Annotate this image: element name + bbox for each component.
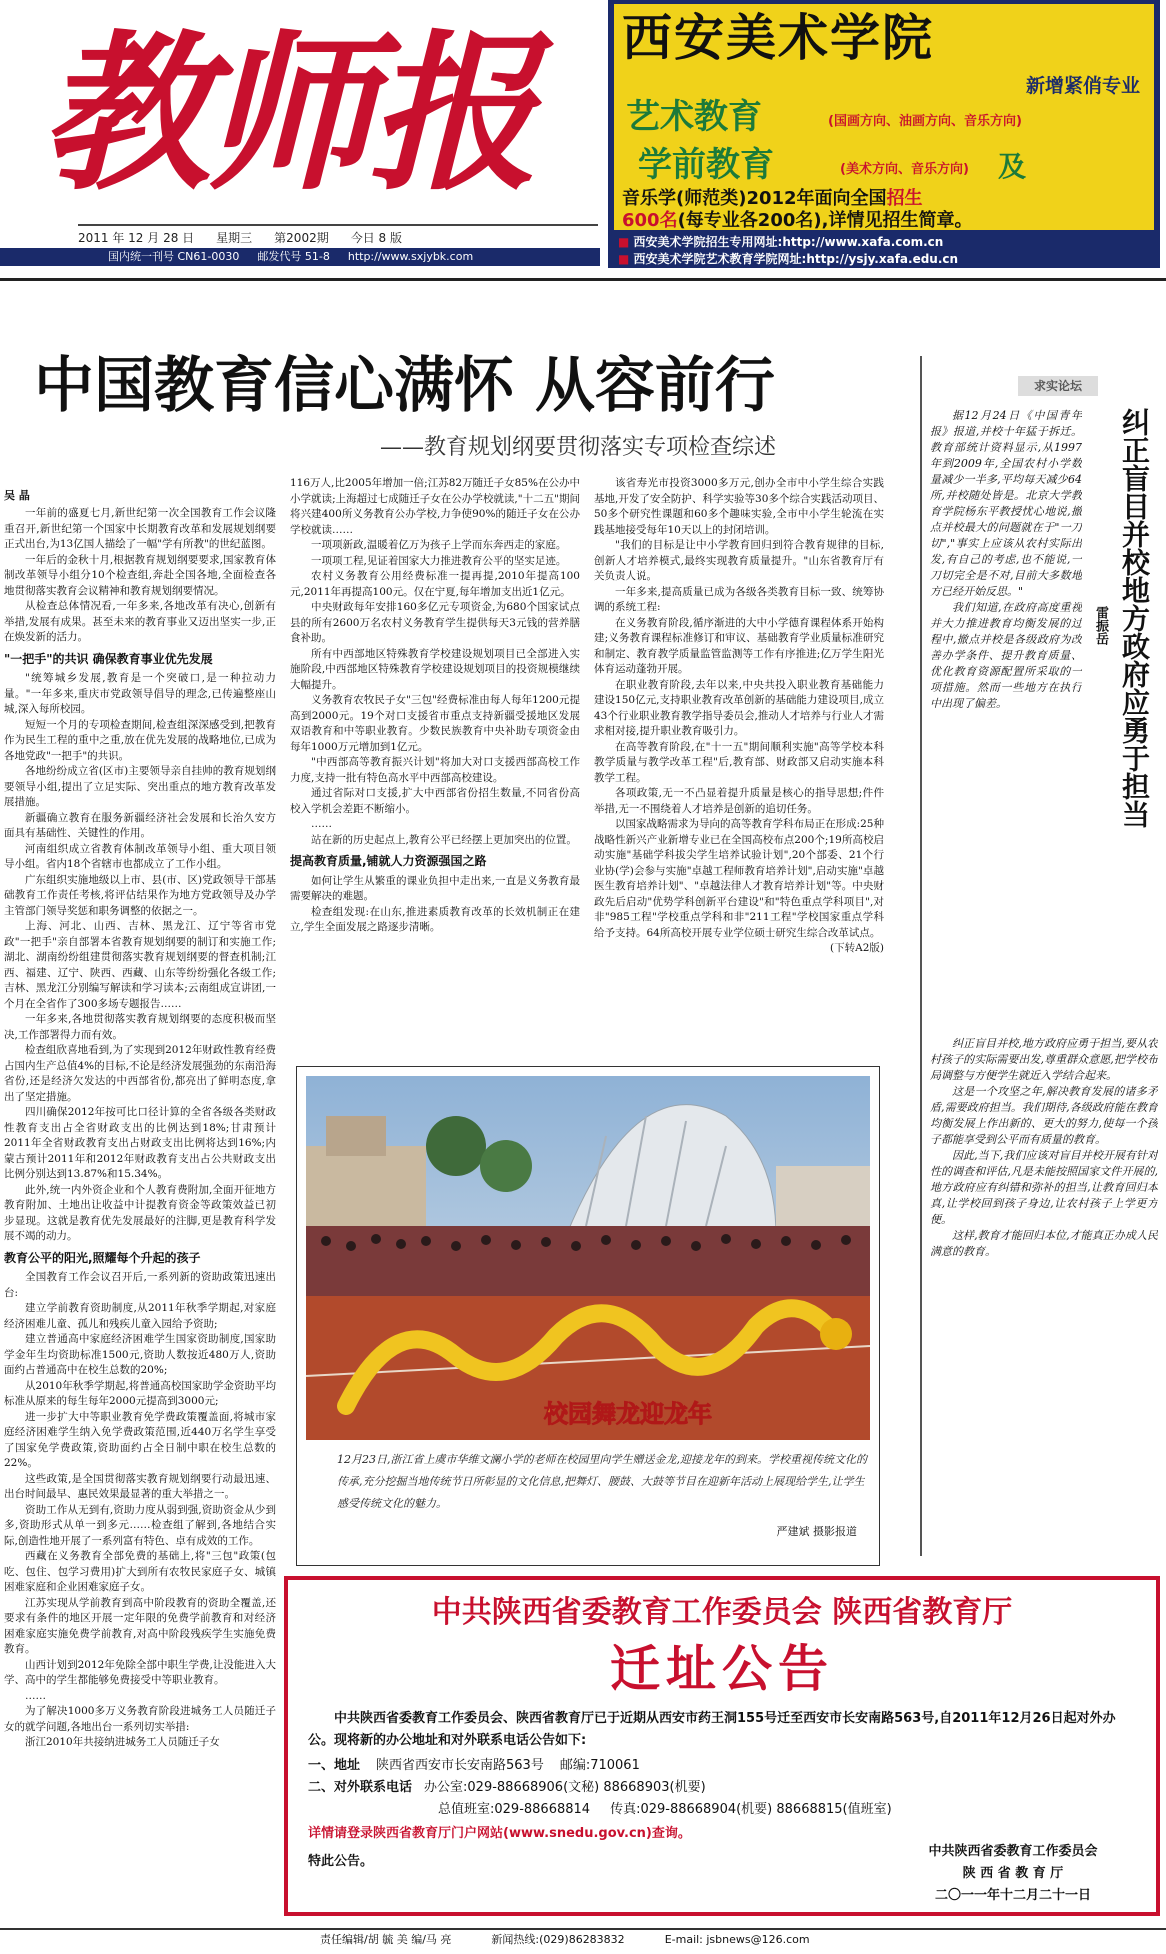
ad-new-major: 新增紧俏专业 [1025,75,1140,97]
col2-p11: 站在新的历史起点上,教育公平已经摆上更加突出的位置。 [311,833,577,846]
postal-code: 邮发代号 51-8 [257,250,330,263]
commentary-text [930,408,1082,1028]
col2-p12: 如何让学生从繁重的课业负担中走出来,一直是义务教育最需要解决的难题。 [290,874,580,902]
ad-site2-bullet: ■ [618,252,634,266]
col3-p6: 在高等教育阶段,在"十一五"期间顺利实施"高等学校本科教学质量与教学改革工程"后,教育部、财政部又启动实施本科教学工程。 [594,740,884,784]
col1-p5: 短短一个月的专项检查期间,检查组深深感受到,把教育作为民生工程的重中之重,放在优先发展的战略地位,已成为各地党政"一把手"的共识。 [4,718,276,762]
ad-pre-edu-dirs: (美术方向、音乐方向) [840,162,969,177]
article-author: 吴 晶 [4,489,30,502]
newspaper-title: 教师报 [40,14,533,214]
col2-p13: 检查组发现:在山东,推进素质教育改革的长效机制正在建立,学生全面发展之路逐步清晰。 [290,905,580,933]
footer-bar [0,1928,1166,1950]
notice-signature-1: 中共陕西省委教育工作委员会 [928,1844,1098,1859]
notice-phone [308,1778,1068,1798]
col1-p24: 山西计划到2012年免除全部中职生学费,让没能进入大学、高中的学生都能够免费接受中等职业教育。 [4,1658,276,1686]
col3-p4: 在义务教育阶段,循序渐进的大中小学德育课程体系开始构建;义务教育课程标准修订和审议、基础教育学业质量标准研究和制定、教育教学质量监管监测等工作有序推进;亿万学生阳光体育运动蓬勃开展。 [594,616,884,675]
col1-p4: "统筹城乡发展,教育是一个突破口,是一种拉动力量。"一年多来,重庆市党政领导倡导的理念,已传遍整座山城,深入每所校园。 [4,672,276,715]
ad-site1-url[interactable]: http://www.xafa.com.cn [782,235,944,249]
col1-p13: 四川确保2012年按可比口径计算的全省各级各类财政性教育支出占全省财政支出的比例达到18%;甘肃预计2011年全省财政教育支出占财政支出比例将达到16%;内蒙古预计2011年和2012年财政教育支出占公共财政支出比例分别达到13.87%和15.34%。 [4,1106,276,1180]
notice-signature-2: 陕 西 省 教 育 厅 [962,1866,1064,1881]
notice-web[interactable]: 详情请登录陕西省教育厅门户网站(www.snedu.gov.cn)查询。 [308,1826,691,1841]
photo-credit: 严建斌 摄影报道 [776,1525,857,1538]
col1-p3: 从检查总体情况看,一年多来,各地改革有决心,创新有举措,发展有成果。甚至未来的教育事业又迈出坚实一步,正在焕发新的活力。 [4,600,276,643]
commentary-author: 雷振岳 [1093,606,1108,645]
col1-p18: 从2010年秋季学期起,将普通高校国家助学金资助平均标准从原来的每生每年2000元提高到3000元; [4,1379,276,1407]
col1-p12: 检查组欣喜地看到,为了实现到2012年财政性教育经费占国内生产总值4%的目标,不论是经济发展强劲的东南沿海省份,还是经济欠发达的中西部省份,都亮出了鲜明态度,拿出了坚定措施。 [4,1044,276,1103]
col2-p2: 一项项新政,温暖着亿万为孩子上学而东奔西走的家庭。 [311,539,567,551]
ad-line2-count: 600名 [622,210,678,231]
ad-site1-label: 西安美术学院招生专用网址: [633,235,783,249]
col3-p8: 以国家战略需求为导向的高等教育学科布局正在形成:25种战略性新兴产业新增专业已在全国高校布点200个;19所高校启动实施"基础学科拔尖学生培养试验计划",20个部委、21个行业协(学)会参与实施"卓越工程师教育培养计划",启动实施"卓越医生教育培养计划"、"卓越法律人才教育培养计划"等。中央财政先后启动"优势学科创新平台建设"和"特色重点学科项目",对非"985工程"学校重点学科和非"211工程"学校国家重点学科给予支持。64所高校开展专业学位硕士研究生综合改革试点。 [594,818,884,939]
col1-subhead-2: 教育公平的阳光,照耀每个升起的孩子 [4,1250,201,1265]
issue-bar [78,224,598,247]
article-column-2 [290,476,580,1056]
issue-number: 第2002期 [274,231,329,245]
article-column-1 [4,506,276,1890]
photo-box [296,1066,880,1566]
col1-p8: 河南组织成立省教育体制改革领导小组、重大项目领导小组。省内18个省辖市也都成立了工作小组。 [4,842,276,870]
ad-line1-enrol: 招生 [886,188,923,209]
col1-p7: 新疆确立教育在服务新疆经济社会发展和长治久安方面具有基础性、关键性的作用。 [4,811,276,839]
headline-sub: ——教育规划纲要贯彻落实专项检查综述 [380,435,777,460]
issue-pages: 今日 8 版 [350,231,402,245]
col1-p2: 一年后的金秋十月,根据教育规划纲要要求,国家教育体制改革领导小组分10个检查组,奔赴全国各地,全面检查各地贯彻落实教育会议精神和教育规划纲要情况。 [4,553,276,597]
col1-p26: 为了解决1000多万义务教育阶段进城务工人员随迁子女的就学问题,各地出台一系列切实举措: [4,1705,276,1733]
col1-p14: 此外,统一内外资企业和个人教育费附加,全面开征地方教育附加、土地出让收益中计提教育资金等政策效益已初步显现。这就是教育优先发展最好的注脚,更是教育科学发展不竭的动力。 [4,1183,276,1242]
notice-title: 迁址公告 [610,1639,834,1698]
notice-org: 中共陕西省委教育工作委员会 陕西省教育厅 [431,1595,1013,1630]
col1-p9: 广东组织实施地级以上市、县(市、区)党政领导干部基础教育工作责任考核,将评估结果作为地方党政领导及办学主管部门领导奖惩和职务调整的依据之一。 [4,873,276,917]
website-link[interactable]: http://www.sxjybk.com [347,250,474,263]
commentary-p6: 这样,教育才能回归本位,才能真正办成人民满意的教育。 [930,1229,1158,1258]
ad-line2-text: (每专业各200名),详情见招生简章。 [677,210,973,231]
commentary-text-lower [930,1036,1158,1546]
notice-address-value: 陕西省西安市长安南路563号 [376,1758,544,1773]
col1-p22: 西藏在义务教育全部免费的基础上,将"三包"政策(包吃、包住、包学习费用)扩大到所有农牧民家庭子女、城镇困难家庭和企业困难家庭子女。 [4,1550,276,1593]
col1-p21: 资助工作从无到有,资助力度从弱到强,资助资金从少到多,资助形式从单一到多元……检查组了解到,各地结合实际,创造性地开展了一系列富有特色、卓有成效的工作。 [4,1503,276,1547]
col1-p27: 浙江2010年共接纳进城务工人员随迁子女 [25,1736,220,1748]
notice-fax: 传真:029-88668904(机要) 88668815(值班室) [610,1802,892,1817]
notice-address-label: 一、地址 [308,1758,361,1773]
notice-duty-phone: 总值班室:029-88668814 [438,1802,591,1817]
col1-p25: …… [25,1689,46,1702]
notice-body: 中共陕西省委教育工作委员会、陕西省教育厅已于近期从西安市药王洞155号迁至西安市长安南路563号,自2011年12月26日起对外办公。现将新的办公地址和对外联系电话公告如下: [308,1711,1116,1748]
col1-p10: 上海、河北、山西、吉林、黑龙江、辽宁等省市党政"一把手"亲自部署本省教育规划纲要的制订和实施工作;湖北、湖南纷纷组建贯彻落实教育规划纲要的督查机制;江西、福建、辽宁、陕西、西藏、山东等纷纷强化各级工作;吉林、黑龙江分别编写解读和学习读本;云南组成宣讲团,一个月在全省作了300多场专题报告…… [4,920,276,1010]
col2-p10: …… [311,818,332,830]
issue-weekday: 星期三 [216,231,253,245]
ad-school-name: 西安美术学院 [622,9,934,67]
col2-subhead: 提高教育质量,铺就人力资源强国之路 [290,854,487,868]
continued-note[interactable]: (下转A2版) [830,942,884,954]
commentary-p5: 因此,当下,我们应该对盲目并校开展有针对性的调查和评估,凡是未能按照国家文件开展的,地方政府应有纠错和弥补的担当,让教育回归本真,让学校回到孩子身边,让农村孩子上学更方便。 [930,1149,1158,1226]
commentary-p2: 我们知道,在政府高度重视并大力推进教育均衡发展的过程中,撤点并校是各级政府为改善办学条件、提升教育质量、优化教育资源配置所采取的一项措施。然而一些地方在执行中出现了偏差。 [930,601,1082,710]
commentary-p1: 据12月24日《中国青年报》报道,并校十年猛于拆迁。教育部统计资料显示,从1997年到2009年,全国农村小学数量减少一半多,平均每天减少64所,并校随处皆是。北京大学教育学院杨东平教授忧心地说,撤点并校最大的问题就在于"一刀切","事实上应该从农村实际出发,有自己的考虑,也不能说,一刀切完全是不对,目前大多数地方已经开始反思。" [930,409,1082,598]
notice-phone-2 [438,1800,1138,1820]
footer-hotline: 新闻热线:(029)86283832 [491,1933,625,1946]
issue-date: 2011 年 12 月 28 日 [78,231,195,245]
ad-line1 [622,188,1152,210]
col1-p17: 建立普通高中家庭经济困难学生国家资助制度,国家助学金年生均资助标准1500元,资助人数按近480万人,资助面约占普通高中在校生总数的20%; [4,1333,276,1376]
dragon-dance-photo [306,1076,870,1440]
ad-art-edu-dirs: (国画方向、油画方向、音乐方向) [828,114,1022,129]
photo-overlay-title: 校园舞龙迎龙年 [544,1400,712,1428]
notice-office-phone: 办公室:029-88668906(文秘) 88668903(机要) [424,1780,706,1795]
relocation-notice [284,1576,1160,1916]
col1-p23: 江苏实现从学前教育到高中阶段教育的资助全覆盖,还要求有条件的地区开展一定年限的免费学前教育和对经济困难家庭实施免费学前教育,对高中阶段残疾学生实施免费教育。 [4,1596,276,1655]
ad-pre-edu: 学前教育 [638,145,774,185]
ad-art-edu: 艺术教育 [626,97,762,137]
col1-p20: 这些政策,是全国贯彻落实教育规划纲要行动最迅速、出台时间最早、惠民效果最显著的重大举措之一。 [4,1472,276,1500]
notice-date: 二〇一一年十二月二十一日 [934,1888,1091,1903]
col1-p6: 各地纷纷成立省(区市)主要领导亲自挂帅的教育规划纲要领导小组,提出了立足实际、突出重点的地方教育改革发展措施。 [4,765,276,808]
col1-p19: 进一步扩大中等职业教育免学费政策覆盖面,将城市家庭经济困难学生纳入免学费政策范围,近440万名学生享受了国家免学费政策,资助面约占全日制中职在校生总数的22%。 [4,1410,276,1469]
col2-p3: 一项项工程,见证着国家大力推进教育公平的坚实足迹。 [311,554,567,567]
col1-p15: 全国教育工作会议召开后,一系列新的资助政策迅速出台: [4,1271,276,1299]
masthead [0,0,600,270]
commentary-p3: 纠正盲目并校,地方政府应勇于担当,要从农村孩子的实际需要出发,尊重群众意愿,把学校布局调整与方便学生就近入学结合起来。 [930,1037,1158,1082]
ad-site2-label: 西安美术学院艺术教育学院网址: [633,252,807,266]
commentary-box [920,356,1162,1556]
col3-p1: 该省寿光市投资3000多万元,创办全市中小学生综合实践基地,开发了安全防护、科学实验等30多个综合实践活动项目、50多个研究性课题和60多个趣味实验,全市中小学生轮流在实践基地接受每年10天以上的封闭培训。 [594,477,884,536]
ad-line2 [622,210,1152,232]
cn-number: 国内统一刊号 CN61-0030 [108,250,240,263]
article-column-3 [594,476,884,1056]
masthead-divider [0,278,1166,281]
col2-p6: 所有中西部地区特殊教育学校建设规划项目已全部进入实施阶段,中西部地区特殊教育学校建设规划项目的投资规模继续大幅提升。 [290,647,580,691]
headline-main: 中国教育信心满怀 从容前行 [34,351,775,421]
photo-caption: 12月23日,浙江省上虞市华维文澜小学的老师在校园里向学生赠送金龙,迎接龙年的到来。学校重视传统文化的传承,充分挖掘当地传统节日所彰显的文化信息,把舞灯、腰鼓、大鼓等节目在迎新年活动上展现给学生,让学生感受传统文化的魅力。 [337,1453,867,1510]
notice-phone-label: 二、对外联系电话 [308,1780,413,1795]
col2-p7: 义务教育农牧民子女"三包"经费标准由每人每年1200元提高到2000元。19个对口支援省市重点支持新疆受援地区发展双语教育和中等职业教育。少数民族教育中央补助专项资金由每年1000万元增加到1亿元。 [290,694,580,753]
col2-p4: 农村义务教育公用经费标准一提再提,2010年提高100元,2011年再提高100元。仅在宁夏,每年增加支出近1亿元。 [290,570,580,598]
commentary-tag: 求实论坛 [1018,376,1098,396]
registration-bar [0,248,600,266]
footer-editor: 责任编辑/胡 毓 美 编/马 亮 [320,1933,452,1946]
col1-p1: 一年前的盛夏七月,新世纪第一次全国教育工作会议隆重召开,新世纪第一个国家中长期教育改革和发展规划纲要正式出台,为13亿国人描绘了一幅"学有所教"的世纪蓝图。 [4,507,276,550]
col1-p11: 一年多来,各地贯彻落实教育规划纲要的态度积极而坚决,工作部署得力而有效。 [4,1013,276,1041]
notice-end: 特此公告。 [308,1854,374,1869]
col1-p16: 建立学前教育资助制度,从2011年秋季学期起,对家庭经济困难儿童、孤儿和残疾儿童入园给予资助; [4,1302,276,1330]
col2-p9: 通过省际对口支援,扩大中西部省份招生数量,不同省份高校入学机会差距不断缩小。 [290,787,580,815]
ad-site1[interactable] [618,234,1158,250]
academy-ad[interactable] [608,0,1160,268]
notice-address [308,1756,1068,1776]
ad-site2[interactable] [618,251,1158,267]
col3-p7: 各项政策,无一不凸显着提升质量是核心的指导思想;件件举措,无一不围绕着人才培养是创新的追切任务。 [594,787,884,815]
col2-p5: 中央财政每年安排160多亿元专项资金,为680个国家试点县的所有2600万名农村义务教育学生提供每天3元钱的营养膳食补助。 [290,601,580,644]
col3-p5: 在职业教育阶段,去年以来,中央共投入职业教育基础能力建设150亿元,支持职业教育改革创新的基础能力建设项目,成立43个行业职业教育教学指导委员会,推动人才培养与行业人才需求相对接,提升职业教育吸引力。 [594,678,884,737]
col2-p8: "中西部高等教育振兴计划"将加大对口支援西部高校工作力度,支持一批有特色高水平中西部高校建设。 [290,756,580,784]
col3-p3: 一年多来,提高质量已成为各级各类教育目标一致、统筹协调的系统工程: [594,585,884,613]
col2-p1: 116万人,比2005年增加一倍;江苏82万随迁子女85%在公办中小学就读;上海超过七成随迁子女在公办学校就读,"十二五"期间将兴建400所义务教育公办学校,力争使90%的随迁子女在公办学校就读…… [290,477,580,536]
ad-line1-text: 音乐学(师范类)2012年面向全国 [622,188,887,209]
ad-site2-url[interactable]: http://ysjy.xafa.edu.cn [806,252,959,266]
col1-subhead-1: "一把手"的共识 确保教育事业优先发展 [4,651,213,666]
col3-p2: "我们的目标是让中小学教育回归到符合教育规律的目标,创新人才培养模式,最终实现教育质量提升。"山东省教育厅有关负责人说。 [594,539,884,582]
commentary-p4: 这是一个攻坚之年,解决教育发展的诸多矛盾,需要政府担当。我们期待,各级政府能在教育均衡发展上作出新的、更大的努力,使每一个孩子都能享受到公平而有质量的教育。 [930,1085,1158,1146]
notice-zip: 邮编:710061 [559,1758,640,1773]
ad-and: 及 [998,150,1027,183]
commentary-title: 纠正盲目并校地方政府应勇于担当 [1118,408,1151,828]
footer-email[interactable]: E-mail: jsbnews@126.com [664,1933,810,1946]
ad-site1-bullet: ■ [618,235,634,249]
